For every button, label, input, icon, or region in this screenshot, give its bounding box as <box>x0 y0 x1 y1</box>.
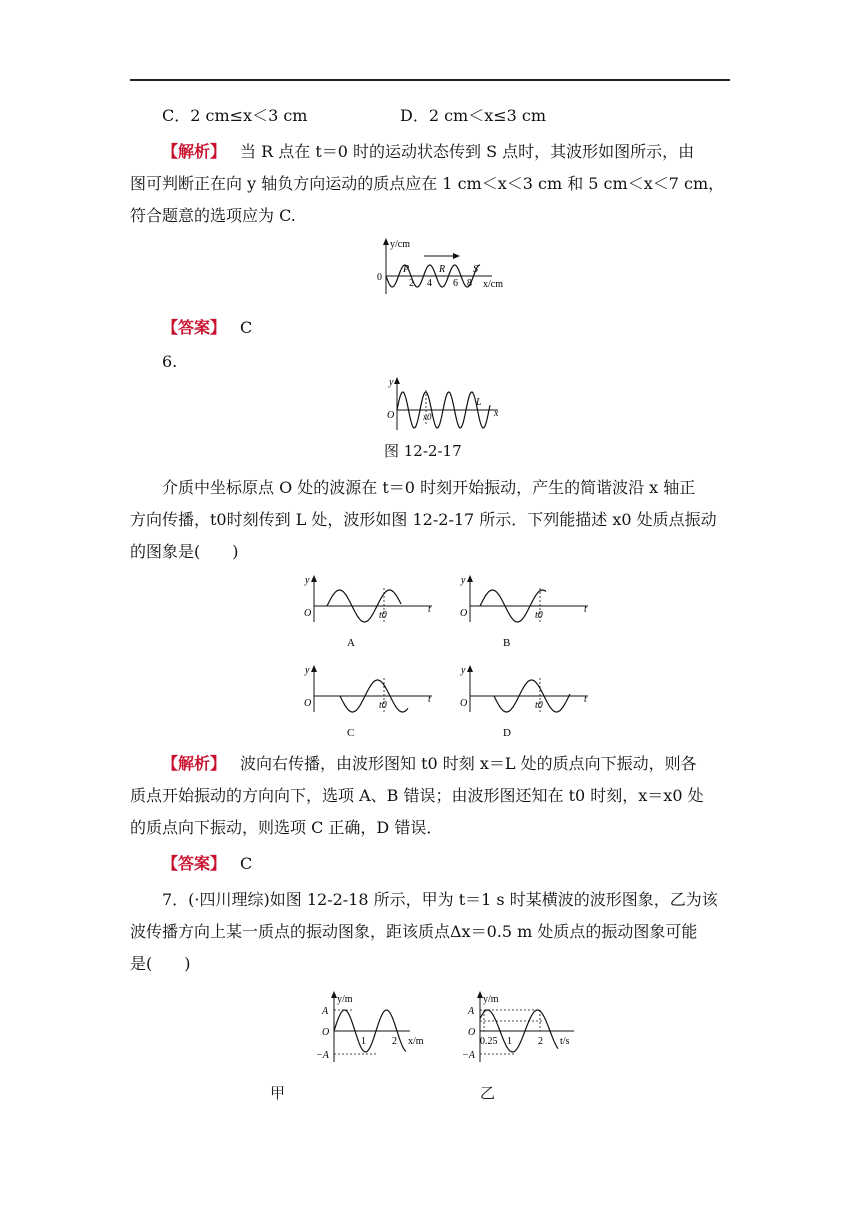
x-axis-label: x/m <box>408 1036 424 1047</box>
option-y-label: y <box>461 575 466 586</box>
jia-caption: 甲 <box>270 1084 286 1102</box>
neg-amp-label: −A <box>316 1050 329 1061</box>
x0-label: x0 <box>423 412 432 422</box>
origin-label: O <box>468 1027 476 1038</box>
option-graph-d <box>452 662 597 738</box>
yi-caption: 乙 <box>480 1084 496 1102</box>
option-origin-label: O <box>460 608 468 619</box>
option-t-label: t <box>584 604 587 615</box>
q7-stem-line-2: 波传播方向上某一质点的振动图象，距该质点Δx＝0.5 m 处质点的振动图象可能 <box>130 922 698 941</box>
y-axis-label: y <box>389 377 394 388</box>
tick-2: 2 <box>392 1036 397 1047</box>
option-graph-a <box>296 572 441 648</box>
analysis-tag: 【解析】 <box>162 754 227 773</box>
q7-stem-line-1: 7．(·四川理综)如图 12-2-18 所示，甲为 t＝1 s 时某横波的波形图象，乙为该 <box>162 890 718 909</box>
option-graph-b <box>452 572 597 648</box>
q7-yi-figure <box>458 988 588 1070</box>
tick-6: 6 <box>453 278 458 289</box>
analysis-text: 当 R 点在 t＝0 时的运动状态传到 S 点时，其波形如图所示，由 <box>240 142 695 161</box>
option-t-label: t <box>584 694 587 705</box>
q6-analysis-line-1 <box>130 752 762 776</box>
option-t0-label: t0 <box>535 610 543 621</box>
q7-stem-line-3: 是( ) <box>130 954 191 973</box>
q5-answer-line <box>130 316 762 340</box>
option-graph-c <box>296 662 441 738</box>
neg-amp-label: −A <box>462 1050 475 1061</box>
option-y-label: y <box>461 665 466 676</box>
tick-2: 2 <box>409 278 414 289</box>
answer-value: C <box>240 318 253 337</box>
amp-label: A <box>322 1006 329 1017</box>
q5-analysis-line-1 <box>130 140 762 164</box>
q6-answer-line <box>130 852 762 876</box>
q6-analysis-line-2: 质点开始振动的方向向下，选项 A、B 错误；由波形图还知在 t0 时刻，x＝x0 处 <box>130 786 704 805</box>
q6-stem-line-2: 方向传播，t0时刻传到 L 处，波形如图 12-2-17 所示．下列能描述 x0 处质点振动 <box>130 510 717 529</box>
option-t0-label: t0 <box>379 700 387 711</box>
option-origin-label: O <box>304 698 312 709</box>
q5-analysis-line-3: 符合题意的选项应为 C. <box>130 206 296 225</box>
t-axis-label: t/s <box>560 1036 570 1047</box>
q5-analysis-line-2: 图可判断正在向 y 轴负方向运动的质点应在 1 cm＜x＜3 cm 和 5 cm＜x＜7 cm， <box>130 174 725 193</box>
q7-jia-figure <box>310 988 440 1070</box>
tick-2: 2 <box>538 1036 543 1047</box>
q6-stem-line-3: 的图象是( ) <box>130 542 239 561</box>
point-r: R <box>439 264 446 275</box>
option-t-label: t <box>428 694 431 705</box>
option-t0-label: t0 <box>535 700 543 711</box>
tick-1: 1 <box>507 1036 512 1047</box>
option-label: C <box>347 727 355 738</box>
q5-options-row <box>130 104 730 128</box>
y-axis-label: y/m <box>337 994 353 1005</box>
origin-label: O <box>387 410 395 421</box>
answer-tag: 【答案】 <box>162 318 227 337</box>
l-label: L <box>476 397 482 408</box>
option-t-label: t <box>428 604 431 615</box>
option-label: A <box>347 637 355 648</box>
point-p: P <box>403 264 410 275</box>
header-rule <box>130 79 730 81</box>
option-origin-label: O <box>304 608 312 619</box>
answer-tag: 【答案】 <box>162 854 227 873</box>
option-label: B <box>503 637 511 648</box>
q6-wave-figure <box>380 374 510 432</box>
option-label: D <box>503 727 511 738</box>
q6-analysis-line-3: 的质点向下振动，则选项 C 正确，D 错误． <box>130 818 443 837</box>
x-axis-label: x <box>494 408 499 419</box>
analysis-tag: 【解析】 <box>162 142 227 161</box>
tick-4: 4 <box>427 278 432 289</box>
amp-label: A <box>468 1006 475 1017</box>
option-y-label: y <box>305 575 310 586</box>
option-origin-label: O <box>460 698 468 709</box>
answer-value: C <box>240 854 253 873</box>
point-s: S <box>473 264 478 275</box>
q6-number: 6. <box>162 352 178 371</box>
option-t0-label: t0 <box>379 610 387 621</box>
x-axis-label: x/cm <box>483 279 503 290</box>
tick-025: 0.25 <box>480 1036 498 1047</box>
q6-stem-line-1: 介质中坐标原点 O 处的波源在 t＝0 时刻开始振动，产生的简谐波沿 x 轴正 <box>162 478 696 497</box>
y-axis-label: y/cm <box>390 239 410 250</box>
origin-label: O <box>322 1027 330 1038</box>
figure-caption: 图 12-2-17 <box>384 442 462 460</box>
y-axis-label: y/m <box>483 994 499 1005</box>
q5-wave-figure <box>372 236 522 298</box>
option-d: D．2 cm＜x≤3 cm <box>400 106 547 125</box>
tick-8: 8 <box>467 278 472 289</box>
tick-1: 1 <box>361 1036 366 1047</box>
option-c: C．2 cm≤x＜3 cm <box>162 106 308 125</box>
option-y-label: y <box>305 665 310 676</box>
analysis-text: 波向右传播，由波形图知 t0 时刻 x＝L 处的质点向下振动，则各 <box>240 754 697 773</box>
origin-label: 0 <box>377 272 382 283</box>
